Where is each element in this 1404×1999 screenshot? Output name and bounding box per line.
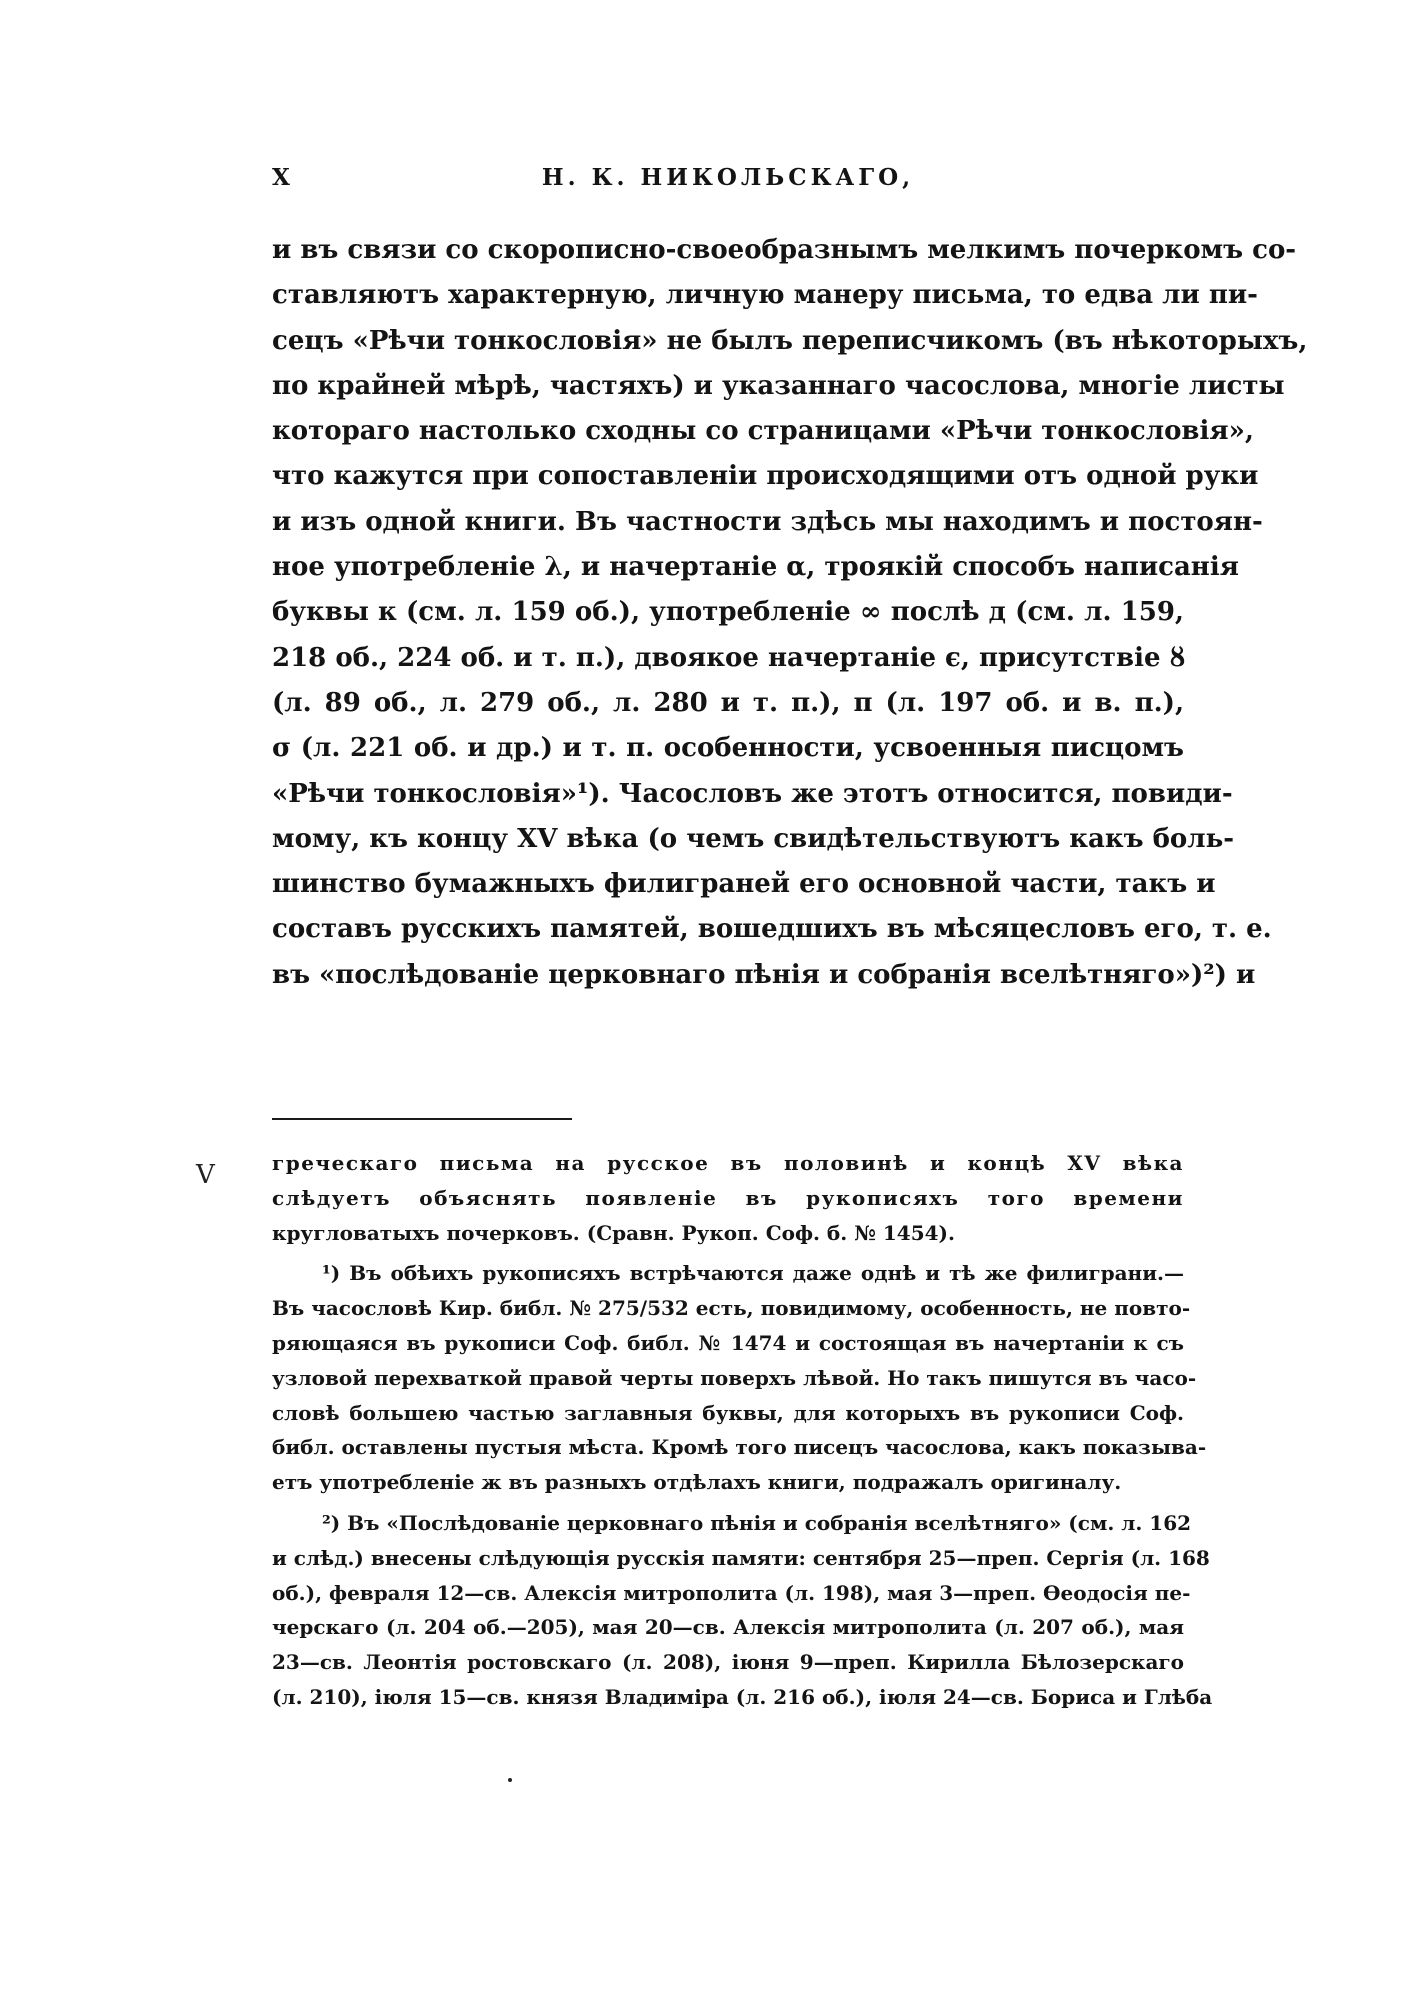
- text-line: и въ связи со скорописно-своеобразнымъ мелкимъ почеркомъ со-: [272, 235, 1297, 265]
- margin-checkmark: V: [196, 1160, 215, 1190]
- text-line: ставляютъ характерную, личную манеру письма, то едва ли пи-: [272, 280, 1258, 311]
- text-line: шинство бумажныхъ филиграней его основной части, такъ и: [272, 869, 1216, 900]
- text-line: котораго настолько сходны со страницами «Рѣчи тонкословія»,: [272, 416, 1254, 447]
- text-line: сецъ «Рѣчи тонкословія» не былъ переписчикомъ (въ нѣкоторыхъ,: [272, 325, 1308, 356]
- footnote-2-line: 23—св. Леонтія ростовскаго (л. 208), іюня 9—преп. Кирилла Бѣлозерскаго: [272, 1650, 1184, 1675]
- footnote-1-line: ряющаяся въ рукописи Соф. библ. № 1474 и состоящая въ начертаніи к съ: [272, 1330, 1184, 1355]
- text-line: ное употребленіе λ, и начертаніе α, троякій способъ написанія: [272, 552, 1239, 583]
- text-line: 218 об., 224 об. и т. п.), двоякое начертаніе є, присутствіе ȣ: [272, 642, 1186, 673]
- text-line: и изъ одной книги. Въ частности здѣсь мы находимъ и постоян-: [272, 506, 1263, 537]
- footnote-2-line: ²) Въ «Послѣдованіе церковнаго пѣнія и собранія вселѣтняго» (см. л. 162: [322, 1510, 1192, 1535]
- text-line: составъ русскихъ памятей, вошедшихъ въ мѣсяцесловъ его, т. е.: [272, 914, 1272, 945]
- footnote-1-line: узловой перехваткой правой черты поверхъ лѣвой. Но такъ пишутся въ часо-: [272, 1365, 1197, 1390]
- running-title: Н. К. НИКОЛЬСКАГО,: [541, 164, 915, 191]
- main-text: [272, 228, 1308, 998]
- text-line: что кажутся при сопоставленіи происходящими отъ одной руки: [272, 461, 1259, 492]
- page-number: X: [272, 164, 292, 191]
- text-line: мому, къ концу XV вѣка (о чемъ свидѣтельствуютъ какъ боль-: [272, 823, 1235, 854]
- text-line: по крайней мѣрѣ, частяхъ) и указаннаго часослова, многіе листы: [272, 370, 1285, 401]
- footnote-continuation-line: греческаго письма на русское въ половинѣ и концѣ XV вѣка: [272, 1151, 1184, 1175]
- footnotes: [272, 1146, 1213, 1715]
- footnote-1-line: библ. оставлены пустыя мѣста. Кромѣ того писецъ часослова, какъ показыва-: [272, 1435, 1207, 1460]
- footnote-continuation-line: слѣдуетъ объяснять появленіе въ рукописяхъ того времени: [272, 1185, 1184, 1210]
- footnote-2-line: и слѣд.) внесены слѣдующія русскія памяти: сентября 25—преп. Сергія (л. 168: [272, 1545, 1210, 1570]
- footnote-1-line: Въ часословѣ Кир. библ. № 275/532 есть, повидимому, особенность, не повто-: [272, 1296, 1191, 1321]
- footnote-1-line: етъ употребленіе ж въ разныхъ отдѣлахъ книги, подражалъ оригиналу.: [272, 1470, 1122, 1495]
- text-line: σ (л. 221 об. и др.) и т. п. особенности, усвоенныя писцомъ: [272, 733, 1184, 764]
- footnote-separator-rule: [272, 1118, 572, 1120]
- footnote-2-line: об.), февраля 12—св. Алексія митрополита (л. 198), мая 3—преп. Өеодосія пе-: [272, 1580, 1191, 1605]
- footnote-1-line: словѣ большею частью заглавныя буквы, для которыхъ въ рукописи Соф.: [272, 1400, 1184, 1425]
- footnote-2-line: черскаго (л. 204 об.—205), мая 20—св. Алексія митрополита (л. 207 об.), мая: [272, 1615, 1184, 1640]
- page-header: [272, 164, 1184, 204]
- text-line: буквы к (см. л. 159 об.), употребленіе ∞ послѣ д (см. л. 159,: [272, 597, 1184, 628]
- text-line: въ «послѣдованіе церковнаго пѣнія и собранія вселѣтняго»)²) и: [272, 959, 1256, 990]
- footnote-1-line: ¹) Въ обѣихъ рукописяхъ встрѣчаются даже однѣ и тѣ же филиграни.—: [322, 1261, 1184, 1286]
- text-line: «Рѣчи тонкословія»¹). Часословъ же этотъ относится, повиди-: [272, 778, 1233, 809]
- footnote-2-line: (л. 210), іюля 15—св. князя Владиміра (л. 216 об.), іюля 24—св. Бориса и Глѣба: [272, 1684, 1213, 1709]
- footnote-continuation-line: кругловатыхъ почерковъ. (Сравн. Рукоп. Соф. б. № 1454).: [272, 1220, 955, 1245]
- print-speck: [508, 1778, 512, 1782]
- text-line: (л. 89 об., л. 279 об., л. 280 и т. п.), π (л. 197 об. и в. п.),: [272, 687, 1184, 718]
